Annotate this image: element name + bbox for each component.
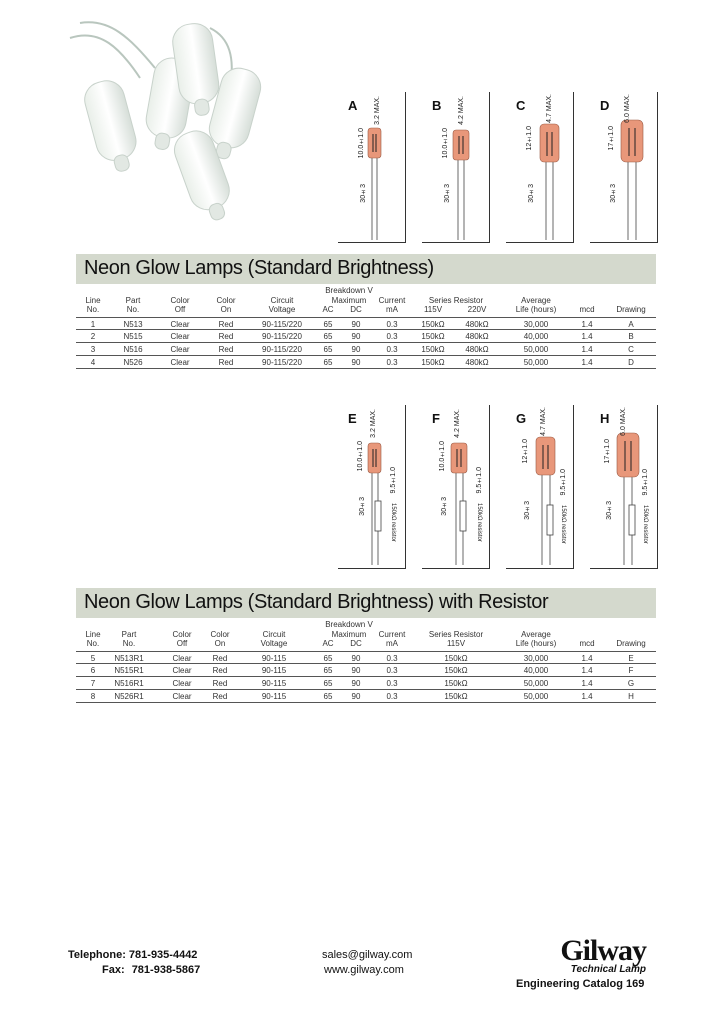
cell-part: N526	[123, 358, 143, 367]
cell-life: 50,000	[523, 358, 549, 367]
section-title: Neon Glow Lamps (Standard Brightness) with Resistor	[84, 591, 549, 613]
header-drawing: Drawing	[616, 305, 646, 314]
cell-dc: 90	[351, 666, 361, 675]
drawing-letter: F	[432, 411, 440, 426]
cell-color-on: Red	[212, 666, 228, 675]
cell-220v: 480kΩ	[465, 345, 489, 354]
cell-ac: 65	[323, 320, 333, 329]
cell-ac: 65	[323, 332, 333, 341]
table-row	[76, 343, 656, 356]
header-series: Series Resistor 115V	[428, 630, 484, 648]
header-ac: AC	[322, 639, 334, 648]
cell-drawing: C	[628, 345, 634, 354]
cell-drawing: A	[628, 320, 634, 329]
cell-life: 40,000	[523, 332, 549, 341]
fax-line	[102, 964, 200, 976]
cell-line: 6	[90, 666, 96, 675]
cell-current: 0.3	[386, 692, 398, 701]
cell-color-off: Clear	[172, 692, 192, 701]
table-row	[76, 677, 656, 690]
header-circuit: Circuit Voltage	[268, 296, 296, 314]
telephone-label: Telephone:	[68, 949, 126, 961]
dim-right: 9.5±1.0	[476, 467, 483, 494]
cell-part: N515	[123, 332, 143, 341]
cell-color-on: Red	[218, 320, 234, 329]
cell-line: 1	[90, 320, 96, 329]
cell-part: N516	[123, 345, 143, 354]
header-color-off: Color Off	[172, 630, 192, 648]
cell-color-off: Clear	[172, 679, 192, 688]
cell-color-off: Clear	[172, 666, 192, 675]
cell-line: 7	[90, 679, 96, 688]
header-breakdown: Breakdown V	[325, 286, 373, 295]
cell-dc: 90	[351, 679, 361, 688]
cell-drawing: G	[627, 679, 635, 688]
website-link[interactable]: www.gilway.com	[324, 964, 404, 976]
table-row	[76, 317, 656, 330]
table-row	[76, 690, 656, 703]
cell-color-on: Red	[212, 654, 228, 663]
header-current: Current mA	[378, 630, 406, 648]
dim-lead: 30±3	[528, 184, 535, 203]
resistor-label: 150kΩ resistor	[476, 503, 482, 542]
lamp-resistor-table	[76, 620, 656, 710]
cell-115v: 150kΩ	[444, 654, 468, 663]
drawing-b	[422, 92, 490, 243]
dim-body: 17±1.0	[608, 126, 615, 151]
fax-number: 781-938-5867	[131, 964, 201, 976]
cell-ac: 65	[323, 692, 333, 701]
header-series: Series Resistor	[428, 296, 484, 305]
cell-color-on: Red	[212, 679, 228, 688]
dim-body: 10.0±1.0	[358, 128, 365, 159]
dim-lead: 30±3	[610, 184, 617, 203]
cell-color-on: Red	[218, 345, 234, 354]
lamp-table	[76, 286, 656, 376]
dim-max: 4.2 MAX.	[454, 409, 461, 438]
cell-drawing: F	[628, 666, 634, 675]
cell-line: 3	[90, 345, 96, 354]
cell-mcd: 1.4	[581, 320, 593, 329]
dim-body: 10.0±1.0	[439, 441, 446, 472]
cell-part: N513R1	[114, 654, 144, 663]
drawing-letter: D	[600, 98, 610, 113]
cell-ac: 65	[323, 654, 333, 663]
dim-max: 4.7 MAX.	[546, 94, 553, 123]
dim-right: 9.5±1.0	[560, 469, 567, 496]
drawing-f	[422, 405, 490, 569]
header-maximum: Maximum	[331, 296, 367, 305]
cell-color-off: Clear	[170, 345, 190, 354]
dim-lead: 30±3	[359, 497, 366, 516]
cell-mcd: 1.4	[581, 358, 593, 367]
drawing-letter: E	[348, 411, 357, 426]
cell-part: N526R1	[114, 692, 144, 701]
cell-115v: 150kΩ	[421, 345, 445, 354]
cell-mcd: 1.4	[581, 654, 593, 663]
cell-mcd: 1.4	[581, 692, 593, 701]
dim-right: 9.5±1.0	[642, 469, 649, 496]
drawing-a	[338, 92, 406, 243]
drawing-letter: C	[516, 98, 526, 113]
cell-circuit: 90-115/220	[262, 345, 302, 354]
cell-color-on: Red	[218, 332, 234, 341]
header-115v: 115V	[423, 305, 443, 314]
cell-circuit: 90-115	[261, 679, 287, 688]
dim-body: 17±1.0	[604, 439, 611, 464]
table-row	[76, 356, 656, 369]
dim-body: 12±1.0	[526, 126, 533, 151]
dim-max: 6.0 MAX.	[624, 94, 631, 123]
cell-circuit: 90-115/220	[262, 320, 302, 329]
header-current: Current mA	[378, 296, 406, 314]
logo-subtitle: Technical Lamp	[570, 964, 646, 975]
header-circuit: Circuit Voltage	[260, 630, 288, 648]
cell-115v: 150kΩ	[444, 692, 468, 701]
cell-dc: 90	[351, 332, 361, 341]
header-line: Line No.	[85, 630, 101, 648]
cell-life: 30,000	[523, 654, 549, 663]
dim-lead: 30±3	[524, 501, 531, 520]
cell-220v: 480kΩ	[465, 358, 489, 367]
drawing-h	[590, 405, 658, 569]
cell-ac: 65	[323, 679, 333, 688]
section-title-bar	[76, 254, 656, 284]
resistor-label: 150kΩ resistor	[390, 503, 396, 542]
cell-color-off: Clear	[170, 320, 190, 329]
section-title-bar	[76, 588, 656, 618]
header-color-off: Color Off	[170, 296, 190, 314]
cell-drawing: H	[628, 692, 634, 701]
cell-line: 8	[90, 692, 96, 701]
drawing-letter: H	[600, 411, 610, 426]
logo-word: Gilway	[560, 934, 646, 967]
resistor-label: 150kΩ resistor	[560, 505, 566, 544]
cell-part: N515R1	[114, 666, 144, 675]
cell-line: 2	[90, 332, 96, 341]
cell-ac: 65	[323, 358, 333, 367]
header-ac: AC	[322, 305, 334, 314]
drawing-letter: A	[348, 98, 358, 113]
cell-life: 50,000	[523, 679, 549, 688]
cell-circuit: 90-115/220	[262, 332, 302, 341]
cell-current: 0.3	[386, 666, 398, 675]
cell-life: 30,000	[523, 320, 549, 329]
header-life: Average Life (hours)	[515, 296, 557, 314]
drawing-d	[590, 92, 658, 243]
cell-mcd: 1.4	[581, 332, 593, 341]
header-color-on: Color On	[210, 630, 230, 648]
cell-color-off: Clear	[170, 332, 190, 341]
dim-lead: 30±3	[606, 501, 613, 520]
product-photo	[60, 18, 300, 228]
header-part: Part No.	[121, 630, 137, 648]
cell-part: N516R1	[114, 679, 144, 688]
cell-current: 0.3	[386, 332, 398, 341]
cell-current: 0.3	[386, 358, 398, 367]
cell-115v: 150kΩ	[421, 320, 445, 329]
header-mcd: mcd	[579, 639, 595, 648]
cell-115v: 150kΩ	[421, 332, 445, 341]
catalog-page: Engineering Catalog 169	[516, 978, 645, 990]
drawing-letter: B	[432, 98, 442, 113]
resistor-label: 150kΩ resistor	[642, 505, 648, 544]
cell-115v: 150kΩ	[444, 666, 468, 675]
dim-max: 3.2 MAX.	[374, 96, 381, 125]
header-breakdown: Breakdown V	[325, 620, 373, 629]
cell-part: N513	[123, 320, 143, 329]
dim-lead: 30±3	[444, 184, 451, 203]
dim-lead: 30±3	[441, 497, 448, 516]
cell-115v: 150kΩ	[444, 679, 468, 688]
cell-220v: 480kΩ	[465, 320, 489, 329]
header-dc: DC	[350, 639, 362, 648]
cell-line: 5	[90, 654, 96, 663]
table-row	[76, 651, 656, 664]
telephone-number: 781-935-4442	[128, 949, 198, 961]
cell-circuit: 90-115/220	[262, 358, 302, 367]
fax-label: Fax:	[102, 964, 125, 976]
table-row	[76, 330, 656, 343]
header-maximum: Maximum	[331, 630, 367, 639]
header-drawing: Drawing	[616, 639, 646, 648]
cell-circuit: 90-115	[261, 666, 287, 675]
dim-body: 10.0±1.0	[442, 128, 449, 159]
cell-color-off: Clear	[170, 358, 190, 367]
cell-life: 40,000	[523, 666, 549, 675]
telephone-line	[68, 949, 197, 961]
cell-mcd: 1.4	[581, 679, 593, 688]
cell-drawing: B	[628, 332, 634, 341]
header-color-on: Color On	[216, 296, 236, 314]
cell-ac: 65	[323, 345, 333, 354]
drawing-letter: G	[516, 411, 527, 426]
drawing-c	[506, 92, 574, 243]
header-dc: DC	[350, 305, 362, 314]
section-title: Neon Glow Lamps (Standard Brightness)	[84, 257, 434, 279]
dim-body: 10.0±1.0	[357, 441, 364, 472]
dim-max: 4.7 MAX.	[540, 407, 547, 436]
cell-line: 4	[90, 358, 96, 367]
cell-drawing: E	[628, 654, 634, 663]
cell-color-on: Red	[212, 692, 228, 701]
cell-circuit: 90-115	[261, 654, 287, 663]
cell-mcd: 1.4	[581, 666, 593, 675]
cell-current: 0.3	[386, 345, 398, 354]
drawing-g	[506, 405, 574, 569]
cell-dc: 90	[351, 358, 361, 367]
cell-mcd: 1.4	[581, 345, 593, 354]
cell-color-on: Red	[218, 358, 234, 367]
header-220v: 220V	[467, 305, 487, 314]
dim-right: 9.5±1.0	[390, 467, 397, 494]
dim-lead: 30±3	[360, 184, 367, 203]
cell-dc: 90	[351, 320, 361, 329]
cell-current: 0.3	[386, 654, 398, 663]
cell-color-off: Clear	[172, 654, 192, 663]
cell-current: 0.3	[386, 679, 398, 688]
dim-max: 3.2 MAX.	[370, 409, 377, 438]
dim-max: 6.0 MAX.	[620, 407, 627, 436]
cell-current: 0.3	[386, 320, 398, 329]
cell-circuit: 90-115	[261, 692, 287, 701]
dim-max: 4.2 MAX.	[458, 96, 465, 125]
cell-ac: 65	[323, 666, 333, 675]
cell-115v: 150kΩ	[421, 358, 445, 367]
cell-dc: 90	[351, 692, 361, 701]
email-link[interactable]: sales@gilway.com	[322, 949, 413, 961]
gilway-logo	[528, 936, 646, 975]
cell-dc: 90	[351, 345, 361, 354]
header-part: Part No.	[125, 296, 141, 314]
header-life: Average Life (hours)	[515, 630, 557, 648]
cell-220v: 480kΩ	[465, 332, 489, 341]
cell-life: 50,000	[523, 345, 549, 354]
cell-drawing: D	[628, 358, 634, 367]
dim-body: 12±1.0	[522, 439, 529, 464]
cell-life: 50,000	[523, 692, 549, 701]
table-row	[76, 664, 656, 677]
drawing-e	[338, 405, 406, 569]
header-line: Line No.	[85, 296, 101, 314]
cell-dc: 90	[351, 654, 361, 663]
header-mcd: mcd	[579, 305, 595, 314]
